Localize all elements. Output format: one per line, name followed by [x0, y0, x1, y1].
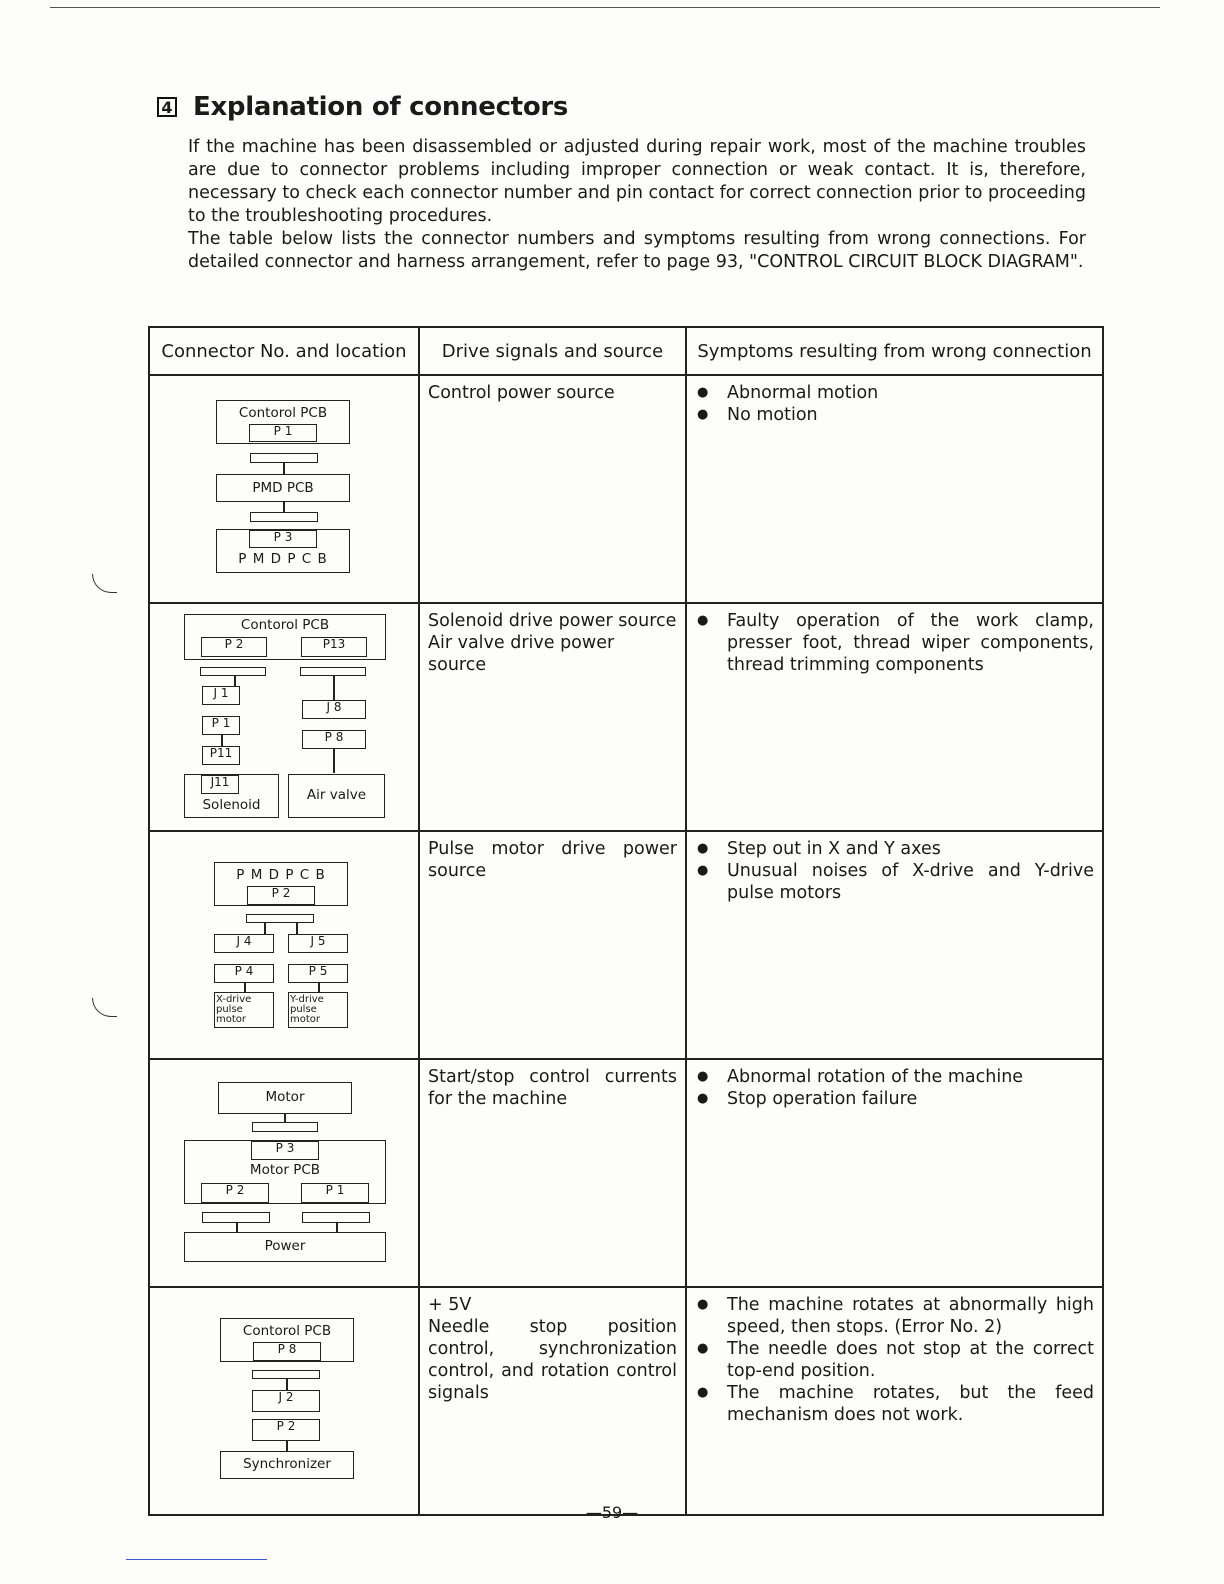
wire	[286, 1441, 288, 1451]
drive-signal: Air valve drive power source	[428, 633, 615, 675]
drive-signal-cell	[419, 603, 686, 831]
binding-mark	[92, 998, 117, 1017]
pcb-box	[216, 529, 350, 573]
symptom-item: ● Stop operation failure	[695, 1088, 1094, 1110]
connector-box: P 3	[249, 530, 317, 548]
pcb-box	[216, 474, 350, 502]
wire	[333, 749, 335, 773]
drive-signal-cell	[419, 375, 686, 603]
box-label: Motor PCB	[249, 1162, 321, 1178]
power-box	[184, 1232, 386, 1262]
binding-mark	[92, 574, 117, 593]
connector-box: P 5	[288, 964, 348, 983]
air-valve-box	[288, 774, 385, 818]
symptom-item: ● Abnormal motion	[695, 382, 1094, 404]
drive-signal: Solenoid drive power source	[428, 611, 677, 631]
drive-signal: for the machine	[428, 1089, 568, 1109]
symptom-item: ● Faulty operation of the work clamp, presser foot, thread wiper components, thread trimming components	[695, 610, 1094, 676]
pcb-box	[184, 614, 386, 660]
drive-signal: source	[428, 861, 487, 881]
top-rule	[50, 7, 1160, 8]
symptom-item: ● No motion	[695, 404, 1094, 426]
connector-box: P11	[202, 746, 240, 765]
connector-box: P 3	[251, 1141, 319, 1160]
drive-signal-cell	[419, 831, 686, 1059]
table-row	[149, 831, 1103, 1059]
table-row	[149, 1287, 1103, 1515]
connector-box: J11	[201, 775, 239, 794]
column-header: Drive signals and source	[419, 327, 686, 375]
box-label: Motor	[265, 1089, 305, 1105]
table-row	[149, 603, 1103, 831]
table-row	[149, 1059, 1103, 1287]
connector-box: P 2	[201, 1183, 269, 1203]
wire	[264, 923, 266, 934]
pcb-box	[214, 862, 348, 906]
symptom-list	[695, 382, 1094, 426]
connector-plug	[300, 667, 366, 676]
connector-box: P 1	[202, 716, 240, 735]
connector-box: J 1	[202, 686, 240, 705]
pcb-box	[216, 400, 350, 444]
x-motor-box: X-drive pulse motor	[214, 992, 274, 1028]
pcb-box	[220, 1318, 354, 1362]
connector-box: J 5	[288, 934, 348, 953]
wire	[336, 1223, 338, 1232]
section-heading	[157, 92, 568, 122]
symptoms-cell	[686, 603, 1103, 831]
synchronizer-box	[220, 1451, 354, 1479]
section-number: 4	[157, 97, 177, 117]
connector-plug	[250, 512, 318, 522]
connector-box: P 2	[252, 1419, 320, 1441]
symptom-item: ● The machine rotates at abnormally high speed, then stops. (Error No. 2)	[695, 1294, 1094, 1338]
column-header: Symptoms resulting from wrong connection	[686, 327, 1103, 375]
drive-signal-cell	[419, 1287, 686, 1515]
wire	[286, 1379, 288, 1390]
connector-box: P 8	[302, 730, 366, 749]
solenoid-box	[184, 774, 279, 818]
y-motor-box: Y-drive pulse motor	[288, 992, 348, 1028]
symptom-item: ● Abnormal rotation of the machine	[695, 1066, 1094, 1088]
connector-diagram	[149, 1059, 419, 1287]
box-label: Solenoid	[202, 797, 261, 813]
symptom-list	[695, 838, 1094, 904]
drive-signal: + 5V	[428, 1295, 472, 1315]
drive-signal: Needle stop position control, synchronization control, and rotation control signals	[428, 1317, 677, 1403]
box-label: Air valve	[306, 787, 367, 803]
box-label: PMD PCB	[252, 480, 314, 496]
connector-plug	[302, 1212, 370, 1223]
connector-box: P 1	[249, 424, 317, 442]
pcb-box	[184, 1140, 386, 1204]
wire	[333, 676, 335, 700]
connector-box: J 8	[302, 700, 366, 719]
connector-plug	[252, 1370, 320, 1379]
intro-paragraph: If the machine has been disassembled or adjusted during repair work, most of the machine troubles are due to connector problems including improper connection or weak contact. It is, therefore, necessary to check each connector number and pin contact for correct connection prior to proceeding to the troubleshooting procedures.	[188, 137, 1086, 226]
drive-signal: Start/stop control currents	[428, 1067, 677, 1087]
connector-plug	[252, 1122, 318, 1132]
table-header-row	[149, 327, 1103, 375]
symptom-item: ● Unusual noises of X-drive and Y-drive pulse motors	[695, 860, 1094, 904]
symptom-item: ● The machine rotates, but the feed mechanism does not work.	[695, 1382, 1094, 1426]
connector-plug	[200, 667, 266, 676]
symptoms-cell	[686, 1287, 1103, 1515]
page-number: —59—	[585, 1503, 639, 1522]
symptoms-cell	[686, 831, 1103, 1059]
symptom-list	[695, 610, 1094, 676]
connector-diagram	[149, 831, 419, 1059]
connector-box: P 2	[247, 886, 315, 905]
wire	[284, 1114, 286, 1122]
wire	[283, 502, 285, 512]
connector-box: P 2	[201, 637, 267, 657]
bottom-rule	[126, 1559, 267, 1560]
connector-diagram	[149, 375, 419, 603]
motor-box	[218, 1082, 352, 1114]
connector-box: J 2	[252, 1390, 320, 1412]
box-label: Contorol PCB	[242, 1323, 332, 1339]
drive-signal: Pulse motor drive power	[428, 839, 677, 859]
box-label: Contorol PCB	[240, 617, 330, 633]
symptom-item: ● Step out in X and Y axes	[695, 838, 1094, 860]
connector-plug	[246, 914, 314, 923]
intro-text	[188, 136, 1086, 274]
drive-signal-cell	[419, 1059, 686, 1287]
connector-diagram	[149, 603, 419, 831]
wire	[296, 923, 298, 934]
column-header: Connector No. and location	[149, 327, 419, 375]
symptoms-cell	[686, 1059, 1103, 1287]
wire	[283, 462, 285, 474]
connector-box: P 1	[301, 1183, 369, 1203]
box-label: Power	[264, 1238, 306, 1254]
table-row	[149, 375, 1103, 603]
symptoms-cell	[686, 375, 1103, 603]
connector-diagram	[149, 1287, 419, 1515]
connector-box: P 8	[253, 1342, 321, 1361]
box-label: P M D P C B	[238, 551, 328, 567]
wire	[221, 735, 223, 746]
connector-box: J 4	[214, 934, 274, 953]
wire	[236, 1223, 238, 1232]
connector-plug	[202, 1212, 270, 1223]
wire	[318, 983, 320, 992]
wire	[244, 983, 246, 992]
section-title: Explanation of connectors	[193, 92, 569, 122]
drive-signal: Control power source	[428, 383, 615, 403]
connector-box: P 4	[214, 964, 274, 983]
symptom-item: ● The needle does not stop at the correct top-end position.	[695, 1338, 1094, 1382]
box-label: Contorol PCB	[238, 405, 328, 421]
intro-paragraph: The table below lists the connector numbers and symptoms resulting from wrong connections. For detailed connector and harness arrangement, refer to page 93, "CONTROL CIRCUIT BLOCK DIAGRAM".	[188, 229, 1086, 272]
symptom-list	[695, 1066, 1094, 1110]
connector-table	[148, 326, 1104, 1516]
symptom-list	[695, 1294, 1094, 1426]
connector-box: P13	[301, 637, 367, 657]
wire	[234, 676, 236, 686]
box-label: Synchronizer	[243, 1456, 331, 1472]
box-label: P M D P C B	[236, 867, 326, 883]
